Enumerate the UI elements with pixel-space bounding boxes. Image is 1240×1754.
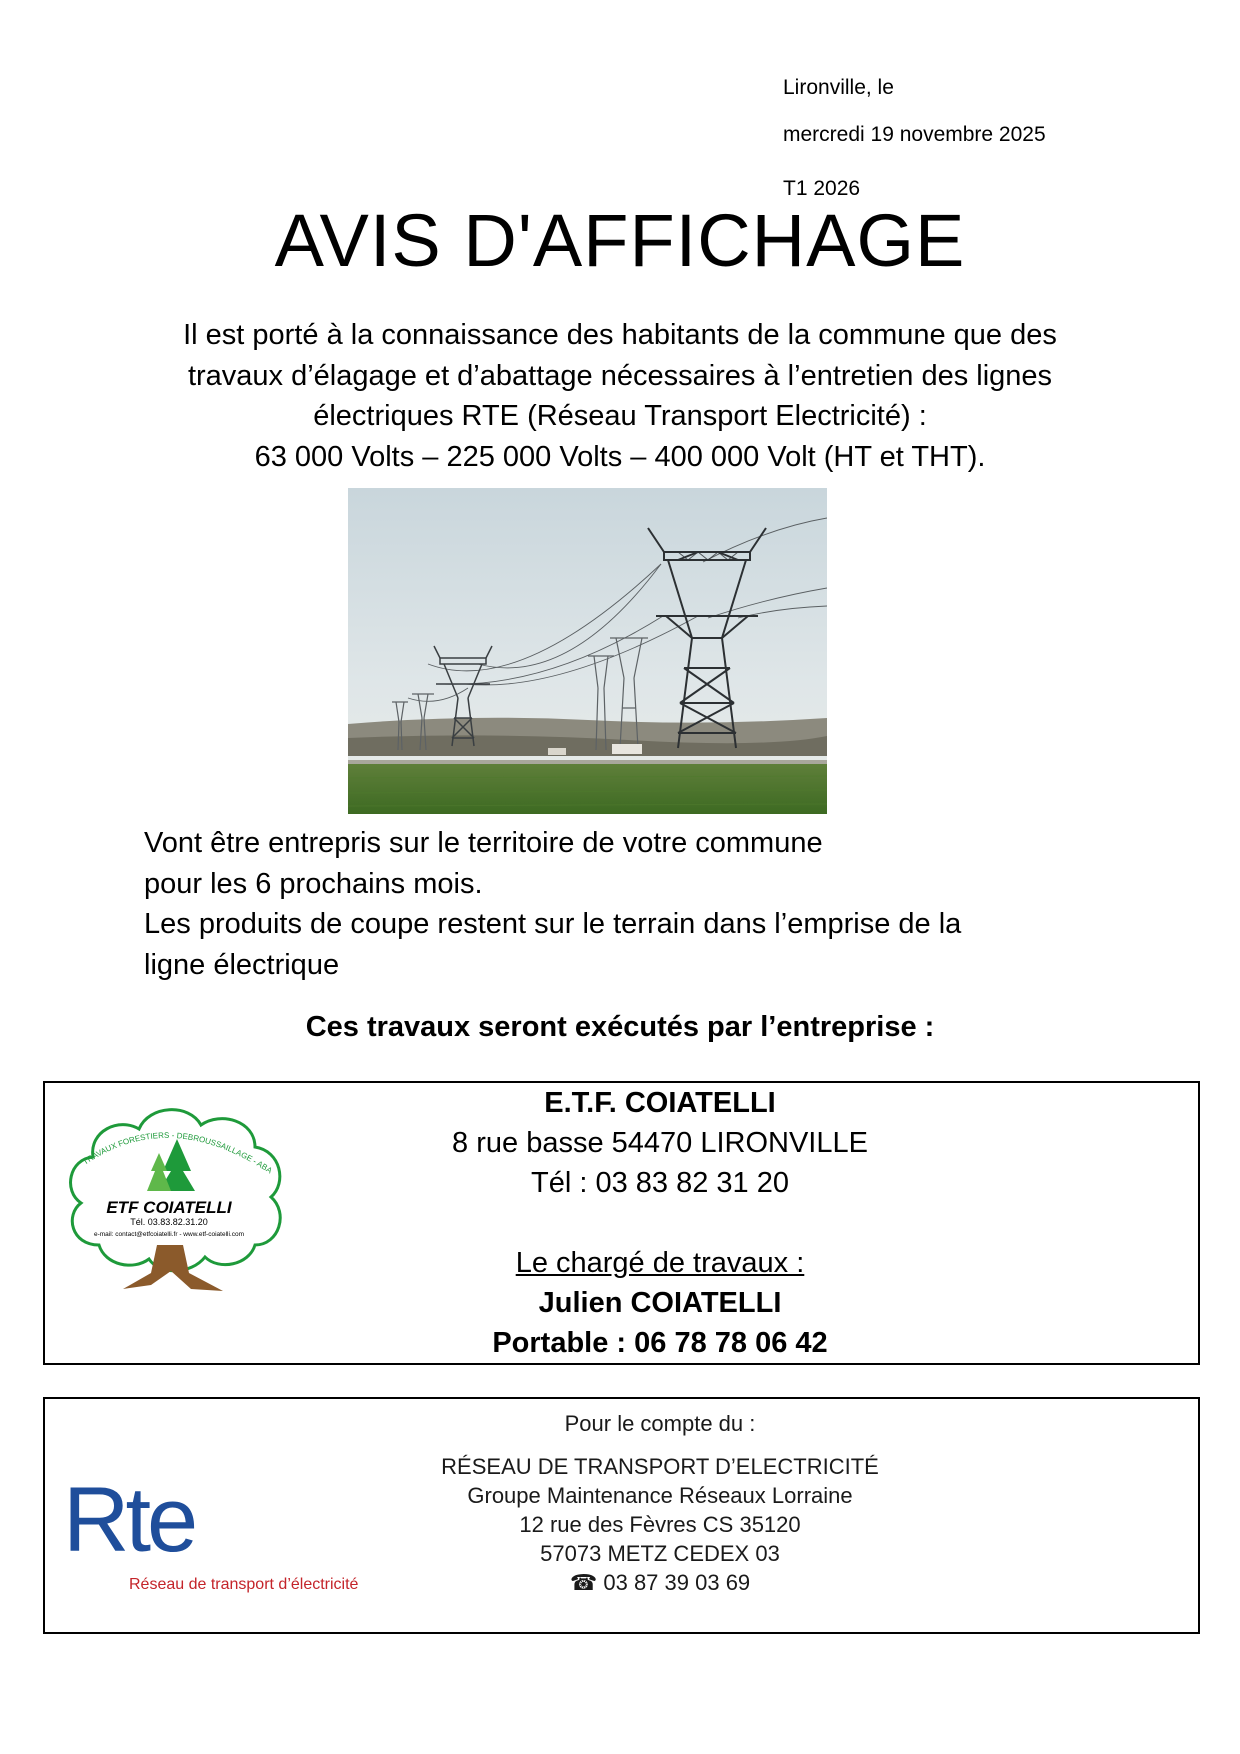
intro-paragraph: [80, 315, 1160, 477]
date-label: mercredi 19 novembre 2025: [783, 123, 1046, 146]
logo-email-text: e-mail: contact@etfcoiatelli.fr - www.etf-coiatelli.com: [93, 1231, 245, 1238]
manager-mobile: Portable : 06 78 78 06 42: [492, 1327, 828, 1359]
logo-arc-text: TRAVAUX FORESTIERS - DEBROUSSAILLAGE - ABA: [81, 1130, 274, 1176]
body-line: Les produits de coupe restent sur le terrain dans l’emprise de la: [144, 908, 962, 940]
manager-name: Julien COIATELLI: [538, 1287, 782, 1319]
intro-line: électriques RTE (Réseau Transport Electricité) :: [313, 400, 927, 432]
intro-line: travaux d’élagage et d’abattage nécessaires à l’entretien des lignes: [187, 359, 1053, 392]
client-group: Groupe Maintenance Réseaux Lorraine: [467, 1483, 853, 1508]
page-title: AVIS D'AFFICHAGE: [274, 199, 966, 282]
body-paragraph: [144, 823, 961, 985]
on-behalf-label: Pour le compte du :: [564, 1411, 756, 1436]
place-label: Lironville, le: [783, 76, 894, 99]
intro-line: 63 000 Volts – 225 000 Volts – 400 000 Volt (HT et THT).: [254, 440, 986, 473]
client-city: 57073 METZ CEDEX 03: [540, 1541, 780, 1566]
client-details: [345, 1409, 975, 1597]
rte-logo-word: Rte: [63, 1479, 195, 1571]
power-lines-photo: [348, 488, 827, 814]
contractor-phone: Tél : 03 83 82 31 20: [531, 1167, 789, 1199]
logo-tel-text: Tél. 03.83.82.31.20: [130, 1217, 208, 1227]
client-org: RÉSEAU DE TRANSPORT D’ELECTRICITÉ: [441, 1454, 879, 1479]
client-box: [43, 1397, 1200, 1634]
rte-logo-tagline: Réseau de transport d’électricité: [129, 1576, 359, 1593]
logo-brand-text: ETF COIATELLI: [106, 1198, 232, 1217]
reference-label: T1 2026: [783, 177, 861, 200]
contractor-details: [345, 1083, 975, 1363]
body-line: Vont être entrepris sur le territoire de votre commune: [144, 827, 823, 859]
manager-label: Le chargé de travaux :: [515, 1247, 805, 1279]
rte-logo: [63, 1479, 393, 1599]
etf-coiatelli-logo: [59, 1095, 289, 1300]
contractor-address: 8 rue basse 54470 LIRONVILLE: [452, 1127, 868, 1159]
contractor-name: E.T.F. COIATELLI: [544, 1087, 776, 1119]
contractor-box: [43, 1081, 1200, 1365]
contractor-heading: Ces travaux seront exécutés par l’entreprise :: [305, 1011, 935, 1043]
client-street: 12 rue des Fèvres CS 35120: [519, 1512, 801, 1537]
client-phone: 03 87 39 03 69: [603, 1570, 751, 1595]
intro-line: Il est porté à la connaissance des habitants de la commune que des: [183, 319, 1057, 351]
client-phone-line: [345, 1568, 975, 1597]
body-line: ligne électrique: [144, 948, 340, 981]
body-line: pour les 6 prochains mois.: [144, 867, 483, 900]
phone-icon: ☎: [569, 1570, 598, 1595]
